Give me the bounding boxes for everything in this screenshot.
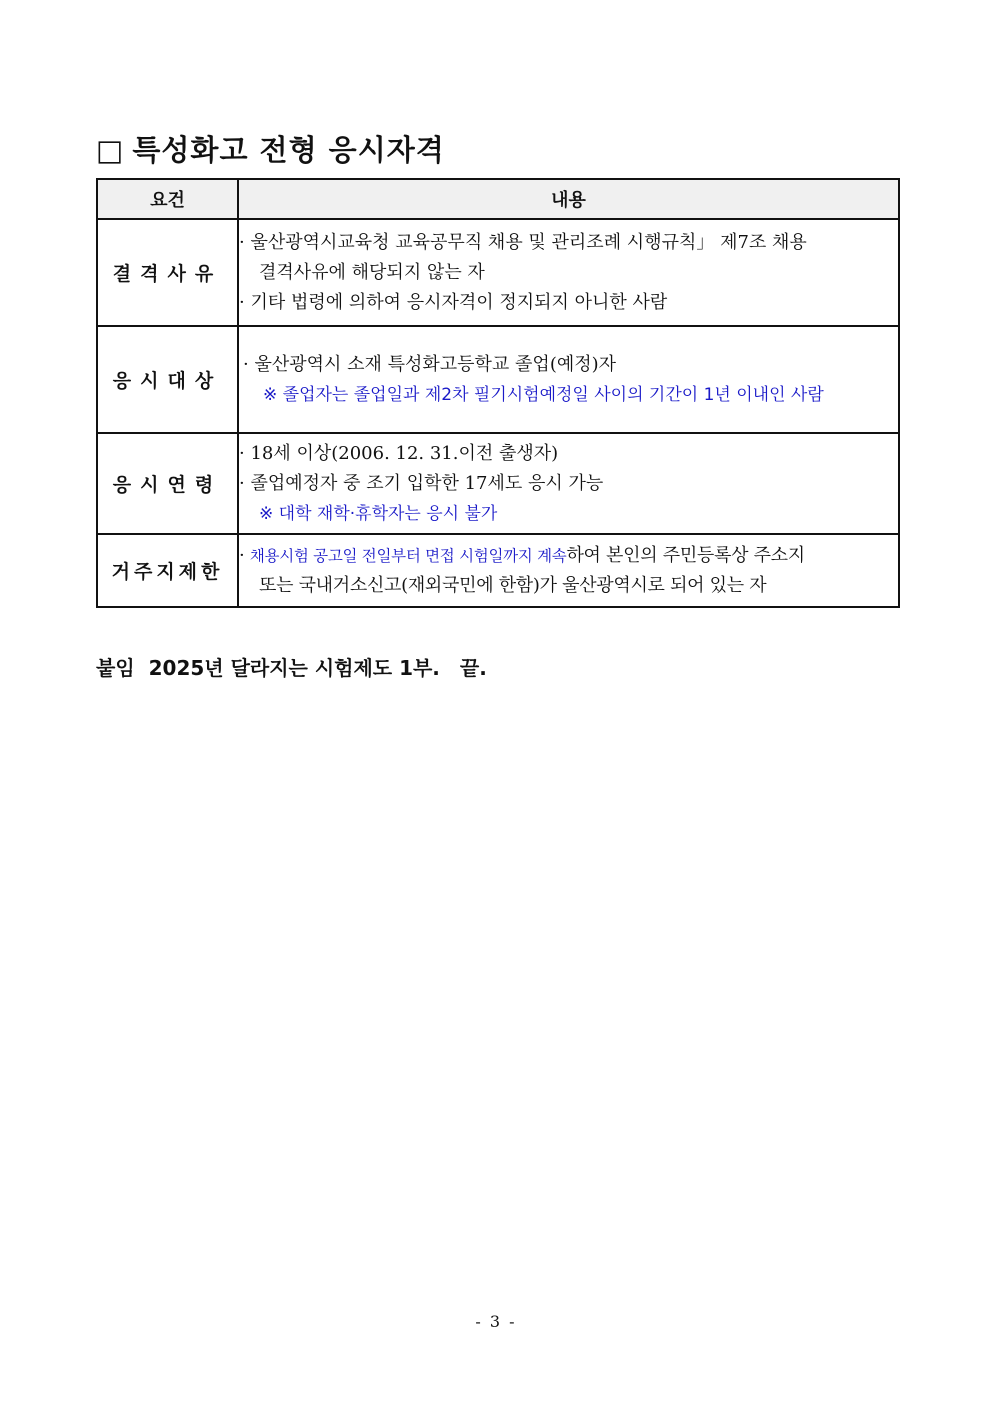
page-title-text: 특성화고 전형 응시자격 xyxy=(132,133,445,167)
row-label-target: 응시대상 xyxy=(97,326,238,433)
table-header-row xyxy=(97,179,899,219)
table-row xyxy=(97,433,899,534)
attachment-label: 붙임 xyxy=(96,656,135,680)
table-row xyxy=(97,219,899,326)
content-line: · 졸업예정자 중 조기 입학한 17세도 응시 가능 xyxy=(239,472,604,494)
content-line: · 울산광역시교육청 교육공무직 채용 및 관리조례 시행규칙」 제7조 채용 xyxy=(239,231,807,253)
content-line xyxy=(239,541,898,571)
row-content-residence xyxy=(238,534,899,607)
header-content: 내용 xyxy=(238,179,899,219)
eligibility-table xyxy=(96,178,900,608)
checkbox-square-icon: □ xyxy=(96,133,125,167)
row-label-disqualification: 결격사유 xyxy=(97,219,238,326)
row-content-target xyxy=(238,326,899,433)
bullet: · xyxy=(239,544,250,566)
table-row xyxy=(97,534,899,607)
content-note: ※ 대학 재학·휴학자는 응시 불가 xyxy=(259,503,498,524)
content-line: 또는 국내거소신고(재외국민에 한함)가 울산광역시로 되어 있는 자 xyxy=(259,574,767,596)
content-text: 하여 본인의 주민등록상 주소지 xyxy=(566,544,805,566)
page-title xyxy=(96,128,445,169)
content-line: · 울산광역시 소재 특성화고등학교 졸업(예정)자 xyxy=(243,353,617,375)
content-line: · 18세 이상(2006. 12. 31.이전 출생자) xyxy=(239,442,559,464)
row-content-disqualification xyxy=(238,219,899,326)
content-note: ※ 졸업자는 졸업일과 제2차 필기시험예정일 사이의 기간이 1년 이내인 사람 xyxy=(263,384,824,405)
attachment-text: 2025년 달라지는 시험제도 1부. xyxy=(148,656,440,680)
page-number: - 3 - xyxy=(475,1312,517,1331)
table-row xyxy=(97,326,899,433)
attachment-end: 끝. xyxy=(459,656,487,680)
row-label-residence: 거주지제한 xyxy=(97,534,238,607)
row-content-age xyxy=(238,433,899,534)
header-requirement: 요건 xyxy=(97,179,238,219)
content-line: · 기타 법령에 의하여 응시자격이 정지되지 아니한 사람 xyxy=(239,291,668,313)
content-line: 결격사유에 해당되지 않는 자 xyxy=(259,261,485,283)
attachment-line xyxy=(96,652,487,681)
highlight-text: 채용시험 공고일 전일부터 면접 시험일까지 계속 xyxy=(249,546,567,565)
row-label-age: 응시연령 xyxy=(97,433,238,534)
